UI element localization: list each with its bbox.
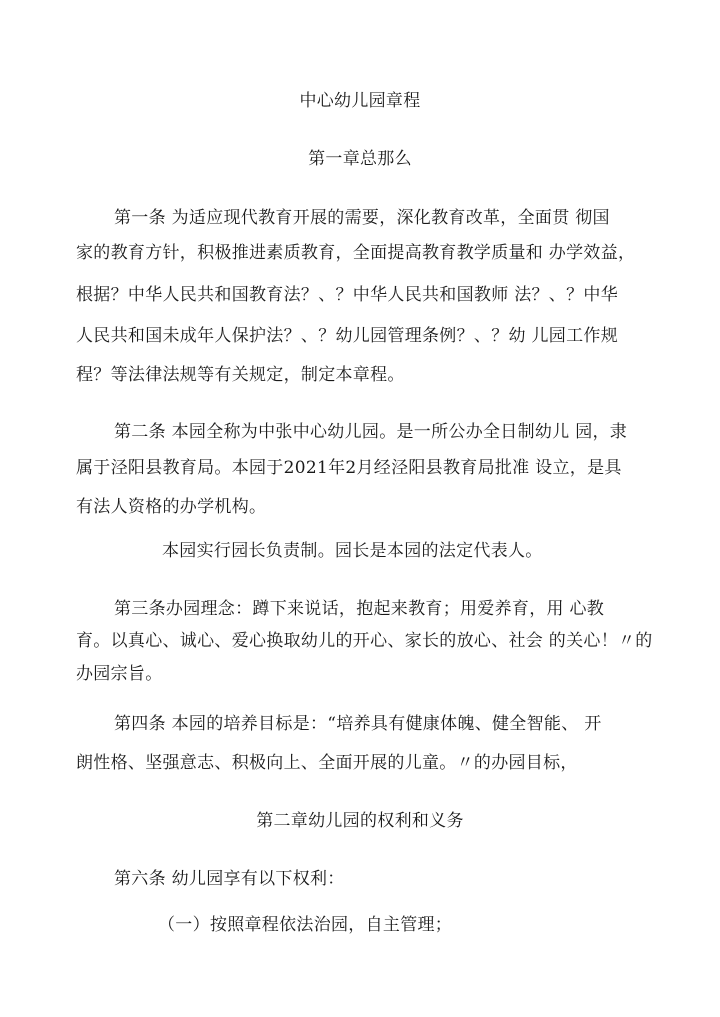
article-3-line-3: 办园宗旨。 [76,664,163,684]
article-2-line-3: 有法人资格的办学机构。 [76,497,267,517]
article-6-heading: 第六条 幼儿园享有以下权利： [114,869,345,889]
article-3-line-1: 第三条办园理念：蹲下来说话，抱起来教育；用爱养育，用 心教 [114,599,605,619]
article-1-line-1: 第一条 为适应现代教育开展的需要，深化教育改革，全面贯 彻国 [114,208,610,228]
chapter-2-heading: 第二章幼儿园的权利和义务 [256,811,464,831]
article-2-line-2: 属于泾阳县教育局。本园于2021年2月经泾阳县教育局批准 设立，是具 [76,458,622,478]
article-6-item-1: （一）按照章程依法治园，自主管理； [158,915,453,935]
article-1-line-3: 根据？中华人民共和国教育法？、？中华人民共和国教师 法？、？中华 [76,285,619,305]
article-2-line-1: 第二条 本园全称为中张中心幼儿园。是一所公办全日制幼儿 园，隶 [114,422,628,442]
article-4-line-2: 朗性格、坚强意志、积极向上、全面开展的儿童。〃的办园目标， [76,753,578,773]
article-4-line-1: 第四条 本园的培养目标是：“培养具有健康体魄、健全智能、 开 [114,714,602,734]
document-title: 中心幼儿园章程 [299,91,421,111]
article-1-line-4: 人民共和国未成年人保护法？、？幼儿园管理条例？、？幼 儿园工作规 [76,326,619,346]
article-1-line-2: 家的教育方针，积极推进素质教育，全面提高教育教学质量和 办学效益， [76,243,636,263]
article-1-line-5: 程？等法律法规等有关规定，制定本章程。 [76,365,405,385]
article-3-line-2: 育。以真心、诚心、爱心换取幼儿的开心、家长的放心、社会 的关心！〃的 [76,631,653,651]
chapter-1-heading: 第一章总那么 [308,149,412,169]
article-2-note: 本园实行园长负责制。园长是本园的法定代表人。 [162,541,543,561]
